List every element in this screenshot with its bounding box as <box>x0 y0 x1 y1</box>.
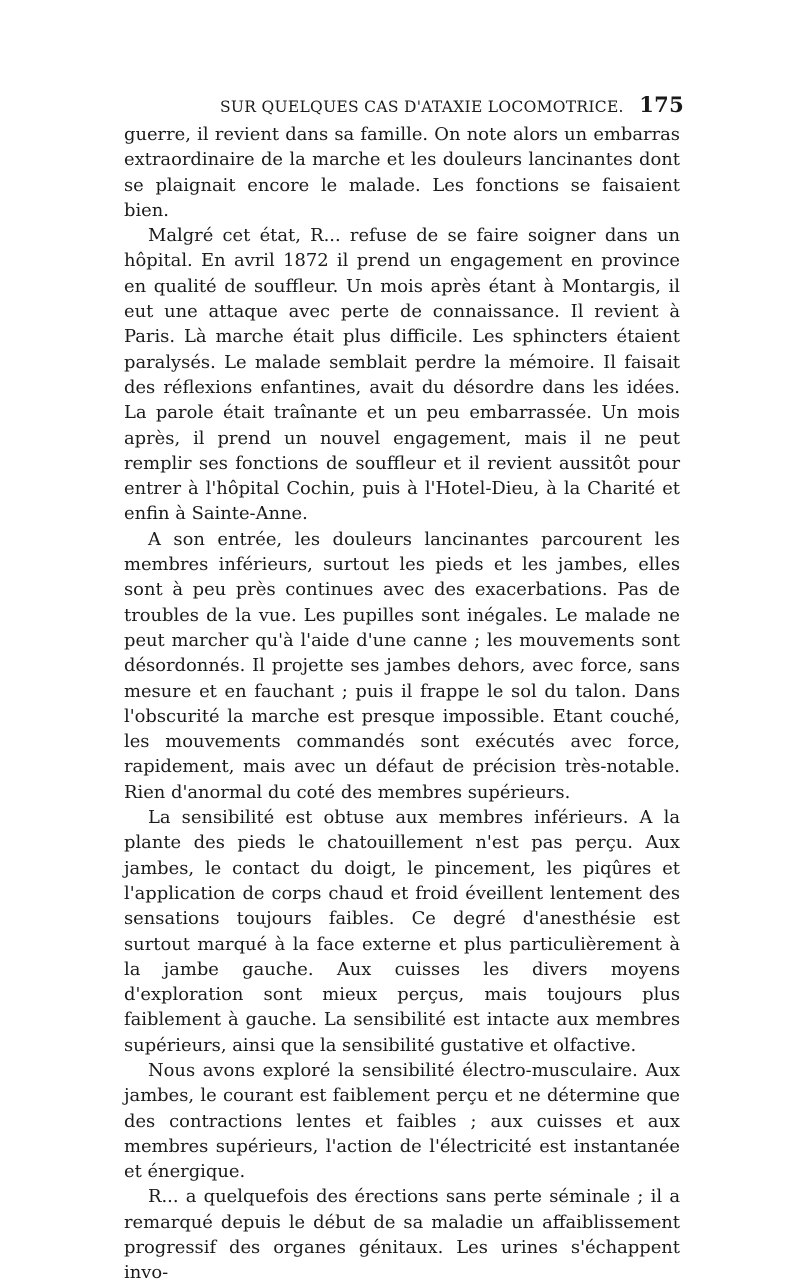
paragraph: A son entrée, les douleurs lancinantes parcourent les membres inférieurs, surtout les pieds et les jambes, elles sont à peu près continues avec des exacerbations. Pas de troubles de la vue. Les pupilles sont inégales. Le malade ne peut marcher qu'à l'aide d'une canne ; les mouvements sont désordonnés. Il projette ses jambes dehors, avec force, sans mesure et en fauchant ; puis il frappe le sol du talon. Dans l'obscurité la marche est presque impossible. Etant couché, les mouvements commandés sont exécutés avec force, rapidement, mais avec un défaut de précision très-notable. Rien d'anormal du coté des membres supérieurs. <box>124 528 680 803</box>
paragraph-continuation: guerre, il revient dans sa famille. On note alors un embarras extraordinaire de la marche et les douleurs lancinantes dont se plaignait encore le malade. Les fonctions se faisaient bien. <box>124 124 680 221</box>
paragraph: R... a quelquefois des érections sans perte séminale ; il a remarqué depuis le début de sa maladie un affaiblissement progressif des organes génitaux. Les urines s'échappent invo- <box>124 1186 680 1284</box>
paragraph: La sensibilité est obtuse aux membres inférieurs. A la plante des pieds le chatouillement n'est pas perçu. Aux jambes, le contact du doigt, le pincement, les piqûres et l'application de corps chaud et froid éveillent lentement des sensations toujours faibles. Ce degré d'anesthésie est surtout marqué à la face externe et plus particulièrement à la jambe gauche. Aux cuisses les divers moyens d'exploration sont mieux perçus, mais toujours plus faiblement à gauche. La sensibilité est intacte aux membres supérieurs, ainsi que la sensibilité gustative et olfactive. <box>124 807 680 1056</box>
body-text <box>124 122 680 1286</box>
running-head: SUR QUELQUES CAS D'ATAXIE LOCOMOTRICE. <box>220 98 624 116</box>
page-number: 175 <box>639 92 684 117</box>
paragraph: Nous avons exploré la sensibilité électro-musculaire. Aux jambes, le courant est faiblement perçu et ne détermine que des contractions lentes et faibles ; aux cuisses et aux membres supérieurs, l'action de l'électricité est instantanée et énergique. <box>124 1059 680 1183</box>
paragraph: Malgré cet état, R... refuse de se faire soigner dans un hôpital. En avril 1872 il prend un engagement en province en qualité de souffleur. Un mois après étant à Montargis, il eut une attaque avec perte de connaissance. Il revient à Paris. Là marche était plus difficile. Les sphincters étaient paralysés. Le malade semblait perdre la mémoire. Il faisait des réflexions enfantines, avait du désordre dans les idées. La parole était traînante et un peu embarrassée. Un mois après, il prend un nouvel engagement, mais il ne peut remplir ses fonctions de souffleur et il revient aussitôt pour entrer à l'hôpital Cochin, puis à l'Hotel-Dieu, à la Charité et enfin à Sainte-Anne. <box>124 225 680 525</box>
page-header <box>124 90 684 122</box>
book-page <box>124 90 684 1286</box>
